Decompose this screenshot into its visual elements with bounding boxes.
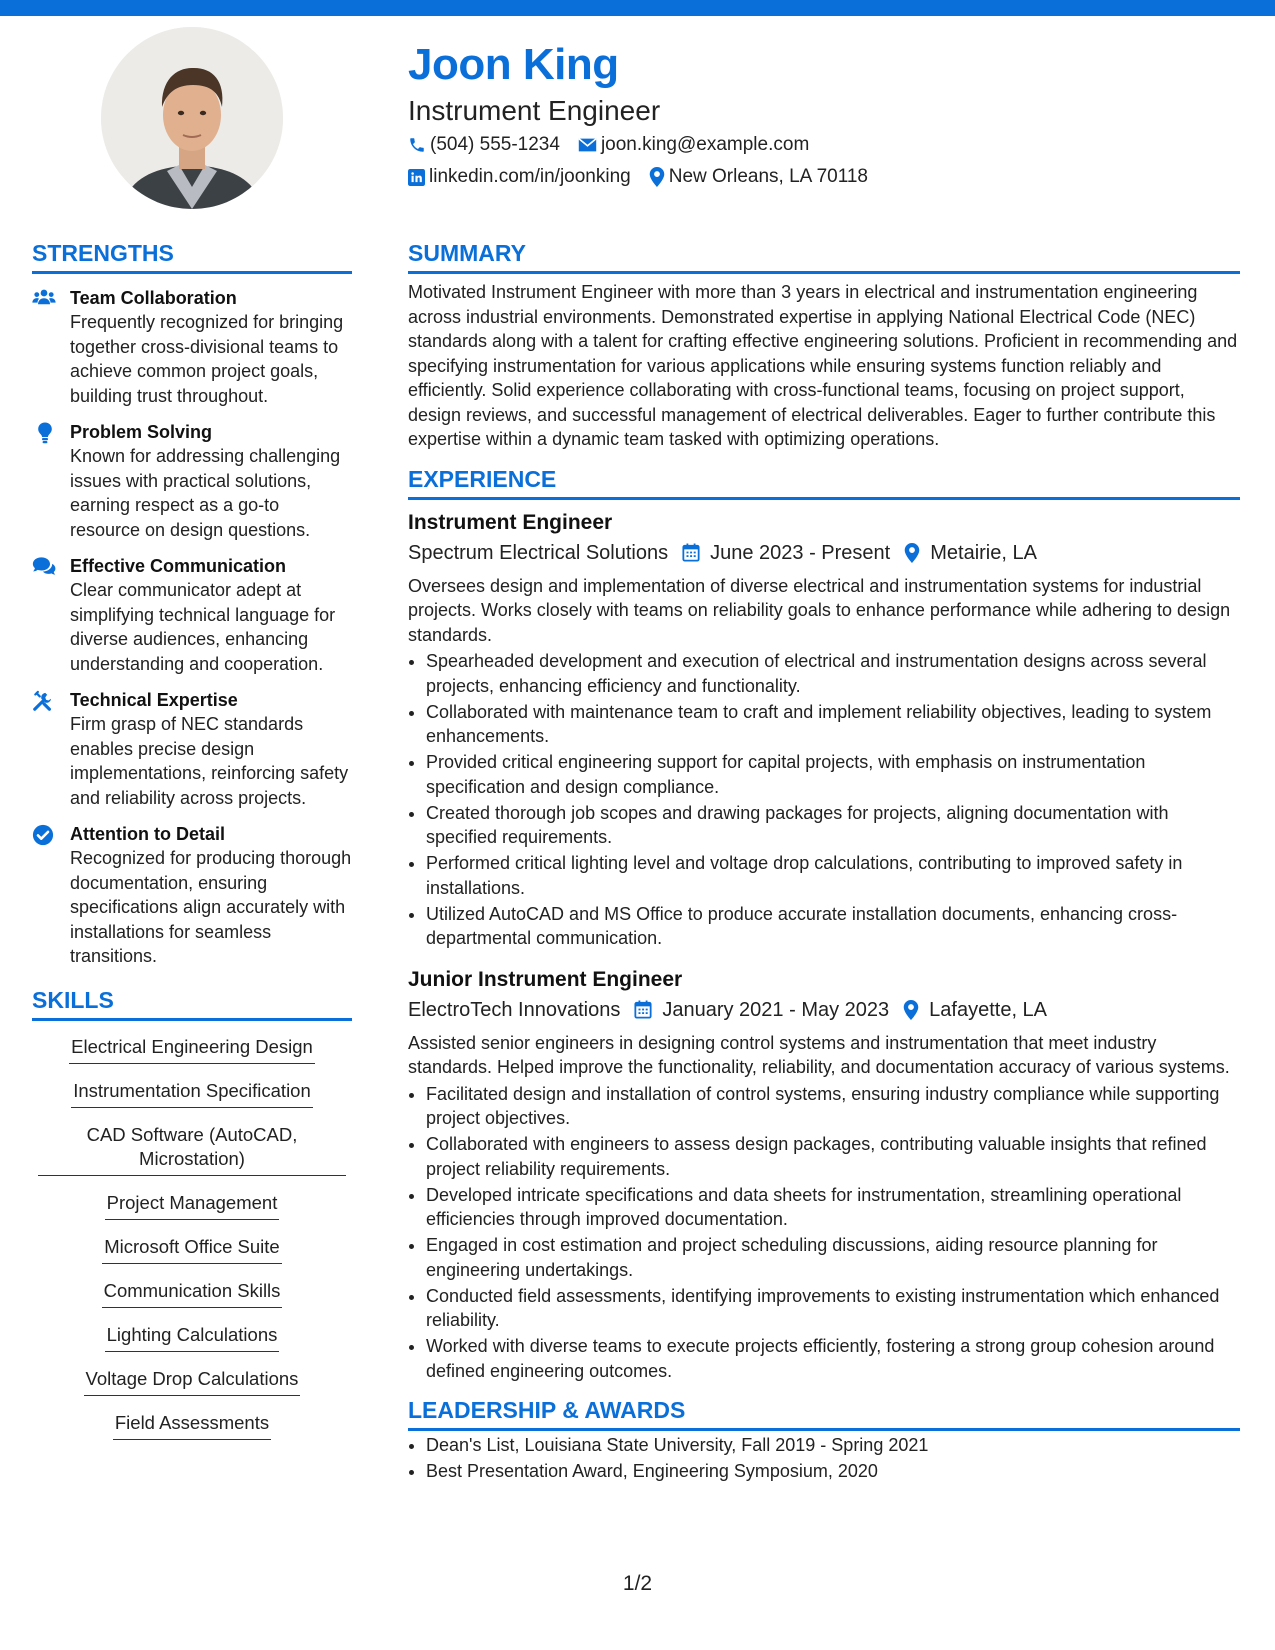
job-bullet: • Conducted field assessments, identifying improvements to existing instrumentation which enhanced reliability. (426, 1284, 1240, 1333)
job-bullet: • Developed intricate specifications and data sheets for instrumentation, streamlining operational efficiencies through improved documentation. (426, 1183, 1240, 1232)
map-pin-icon (649, 167, 665, 187)
job-dates (682, 538, 890, 568)
contact-phone[interactable] (408, 134, 560, 156)
skill-item: Project Management (105, 1191, 280, 1220)
page-number: 1/2 (622, 1572, 653, 1595)
profile-photo (101, 27, 283, 209)
linkedin-icon (408, 169, 425, 186)
skill-item: CAD Software (AutoCAD, Microstation) (38, 1123, 346, 1176)
skill-item: Microsoft Office Suite (102, 1235, 281, 1264)
strength-title: Team Collaboration (70, 288, 237, 308)
job-entry (408, 508, 1240, 951)
strength-item (32, 420, 352, 542)
job-dates-text: June 2023 - Present (710, 541, 891, 564)
lightbulb-icon (35, 422, 55, 444)
right-column (408, 240, 1240, 1485)
strength-desc: Frequently recognized for bringing together cross-divisional teams to achieve common project goals, building trust throughout. (70, 312, 344, 406)
top-accent-bar (0, 0, 1275, 16)
contact-email[interactable] (578, 134, 809, 156)
skill-item: Communication Skills (102, 1279, 283, 1308)
job-title: Instrument Engineer (408, 510, 613, 534)
job-bullet: • Utilized AutoCAD and MS Office to produce accurate installation documents, enhancing cross-departmental communication. (426, 902, 1240, 951)
leadership-list (408, 1433, 1240, 1484)
job-bullet: • Collaborated with engineers to assess design packages, contributing valuable insights that refined project reliability requirements. (426, 1132, 1240, 1181)
job-company: Spectrum Electrical Solutions (408, 541, 669, 564)
job-description: Oversees design and implementation of diverse electrical and instrumentation systems for industrial projects. Works closely with teams on reliability goals to enhance performance while adhering to design standards. (408, 575, 1231, 645)
contact-location (649, 166, 868, 188)
job-meta (408, 995, 1240, 1025)
leadership-heading: LEADERSHIP & AWARDS (408, 1397, 1240, 1431)
strength-item (32, 688, 352, 810)
strength-item (32, 822, 352, 969)
calendar-icon (634, 1000, 652, 1019)
job-dates (634, 995, 889, 1025)
skill-item: Instrumentation Specification (71, 1079, 313, 1108)
job-bullet: • Provided critical engineering support for capital projects, with emphasis on instrumentation specification and design compliance. (426, 750, 1240, 799)
tools-icon (32, 690, 54, 712)
job-bullet: • Engaged in cost estimation and project scheduling discussions, aiding resource planning for engineering undertakings. (426, 1233, 1240, 1282)
skills-list (32, 1035, 352, 1455)
skill-item: Lighting Calculations (105, 1323, 280, 1352)
job-location (903, 995, 1047, 1025)
chat-bubbles-icon (32, 556, 56, 576)
map-pin-icon (903, 1000, 919, 1020)
candidate-name: Joon King (408, 40, 619, 89)
linkedin-text: linkedin.com/in/joonking (429, 166, 631, 187)
leadership-item: • Dean's List, Louisiana State University, Fall 2019 - Spring 2021 (426, 1433, 1240, 1458)
job-bullet: • Worked with diverse teams to execute projects efficiently, fostering a strong group cohesion around defined engineering outcomes. (426, 1334, 1240, 1383)
strength-title: Problem Solving (70, 422, 213, 442)
strengths-list (32, 286, 352, 969)
strength-desc: Known for addressing challenging issues with practical solutions, earning respect as a go-to resource on design questions. (70, 446, 341, 540)
job-company: ElectroTech Innovations (408, 998, 621, 1021)
skills-heading: SKILLS (32, 987, 352, 1021)
email-text: joon.king@example.com (600, 134, 810, 155)
skill-item: Electrical Engineering Design (69, 1035, 315, 1064)
skill-item: Voltage Drop Calculations (84, 1367, 301, 1396)
job-meta (408, 538, 1240, 568)
job-location (904, 538, 1037, 568)
strength-item (32, 554, 352, 676)
job-description: Assisted senior engineers in designing control systems and instrumentation that meet industry standards. Helped improve the functionality, reliability, and documentation accuracy of various systems. (408, 1032, 1230, 1077)
job-bullet: • Collaborated with maintenance team to craft and implement reliability objectives, leading to system enhancements. (426, 700, 1240, 749)
strength-title: Attention to Detail (70, 824, 225, 844)
job-bullet: • Performed critical lighting level and voltage drop calculations, contributing to improved safety in installations. (426, 851, 1240, 900)
job-bullet: • Created thorough job scopes and drawing packages for projects, aligning documentation with specified requirements. (426, 801, 1240, 850)
job-title: Junior Instrument Engineer (408, 967, 683, 991)
location-text: New Orleans, LA 70118 (668, 166, 869, 187)
job-bullet: • Facilitated design and installation of control systems, ensuring industry compliance while supporting project objectives. (426, 1082, 1240, 1131)
phone-icon (408, 136, 426, 154)
job-dates-text: January 2021 - May 2023 (662, 998, 890, 1021)
strength-desc: Recognized for producing thorough documentation, ensuring specifications align accurately with installations for seamless transitions. (70, 848, 352, 966)
strength-desc: Firm grasp of NEC standards enables precise design implementations, reinforcing safety and reliability across projects. (70, 714, 349, 808)
strengths-heading: STRENGTHS (32, 240, 352, 274)
summary-heading: SUMMARY (408, 240, 1240, 274)
job-location-text: Metairie, LA (930, 541, 1037, 564)
contact-linkedin[interactable] (408, 166, 631, 188)
calendar-icon (682, 543, 700, 562)
map-pin-icon (904, 543, 920, 563)
job-bullets (408, 1082, 1240, 1384)
leadership-item: • Best Presentation Award, Engineering Symposium, 2020 (426, 1459, 1240, 1484)
job-entry (408, 965, 1240, 1384)
left-column (32, 240, 352, 1455)
contact-row-secondary (408, 166, 886, 188)
job-location-text: Lafayette, LA (929, 998, 1048, 1021)
strength-title: Effective Communication (70, 556, 287, 576)
summary-text: Motivated Instrument Engineer with more than 3 years in electrical and instrumentation engineering across industrial environments. Demonstrated expertise in applying National Electrical Code (NEC) standards along with a talent for crafting effective engineering solutions. Proficient in recommending and specifying instrumentation for various applications while ensuring systems function reliably and efficiently. Solid experience collaborating with cross-functional teams, focusing on project support, design reviews, and successful management of electrical deliverables. Eager to further contribute this expertise within a dynamic team tasked with optimizing operations. (408, 282, 1238, 449)
phone-text: (504) 555-1234 (430, 134, 560, 155)
contact-row-primary (408, 134, 827, 156)
check-circle-icon (32, 824, 54, 846)
job-bullet: • Spearheaded development and execution of electrical and instrumentation designs across several projects, enhancing efficiency and functionality. (426, 649, 1240, 698)
experience-heading: EXPERIENCE (408, 466, 1240, 500)
job-bullets (408, 649, 1240, 951)
users-icon (32, 288, 56, 306)
candidate-title: Instrument Engineer (408, 95, 661, 126)
skill-item: Field Assessments (113, 1411, 271, 1440)
envelope-icon (578, 137, 597, 153)
strength-desc: Clear communicator adept at simplifying technical language for diverse audiences, enhancing understanding and cooperation. (70, 580, 336, 674)
strength-title: Technical Expertise (70, 690, 238, 710)
strength-item (32, 286, 352, 408)
